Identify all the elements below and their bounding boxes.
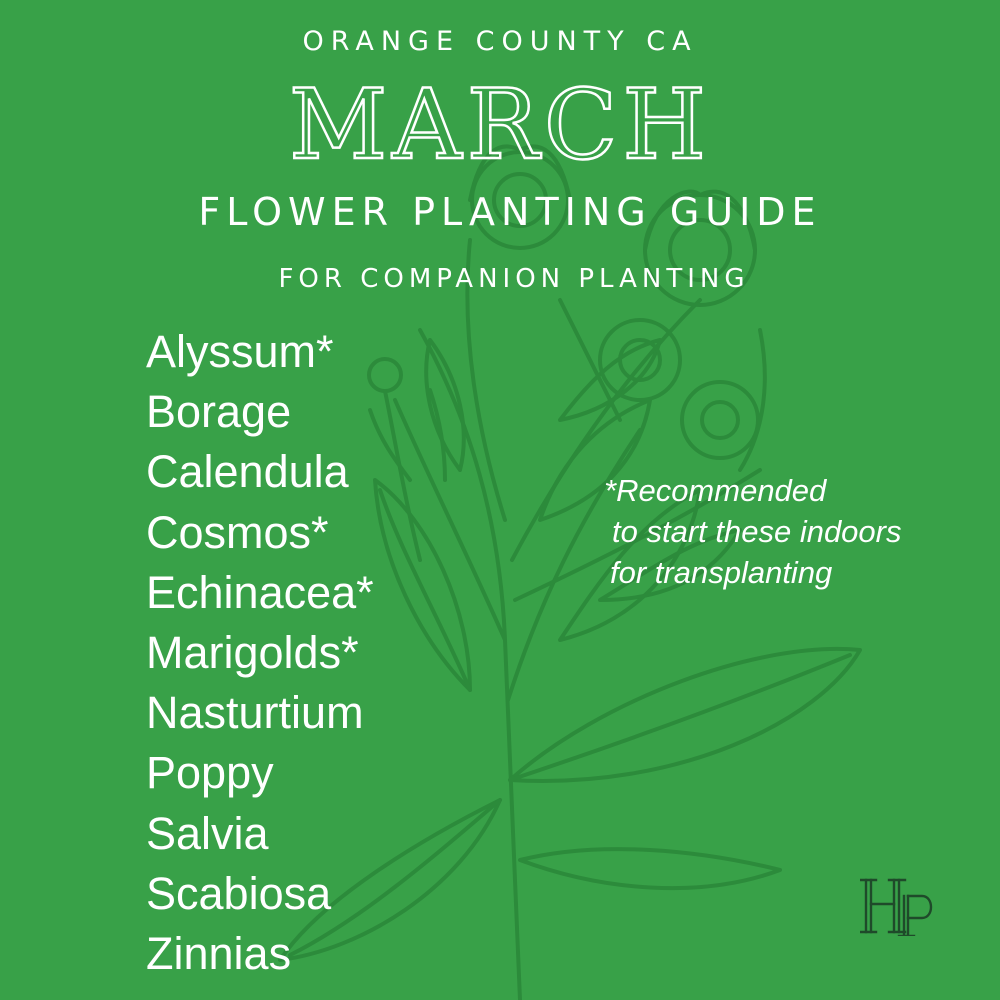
- list-item: Echinacea*: [146, 566, 374, 618]
- list-item: Scabiosa: [146, 867, 332, 919]
- note-line: to start these indoors: [612, 514, 902, 549]
- list-item: Marigolds*: [146, 627, 359, 679]
- note-line: for transplanting: [610, 555, 833, 590]
- list-item: Zinnias: [146, 928, 292, 980]
- region-heading: ORANGE COUNTY CA: [302, 26, 698, 57]
- list-item: Nasturtium: [146, 687, 364, 739]
- guide-tagline: FOR COMPANION PLANTING: [278, 264, 750, 294]
- indoor-start-note: [604, 470, 902, 593]
- list-item: Cosmos*: [146, 506, 329, 558]
- note-line: *Recommended: [604, 473, 827, 508]
- flower-list: [146, 322, 374, 984]
- hp-monogram-logo: [860, 876, 938, 936]
- guide-subtitle: FLOWER PLANTING GUIDE: [198, 190, 822, 234]
- month-title: MARCH: [288, 69, 712, 181]
- list-item: Poppy: [146, 747, 274, 799]
- list-item: Alyssum*: [146, 326, 334, 377]
- list-item: Salvia: [146, 807, 269, 859]
- list-item: Calendula: [146, 446, 349, 498]
- list-item: Borage: [146, 386, 292, 438]
